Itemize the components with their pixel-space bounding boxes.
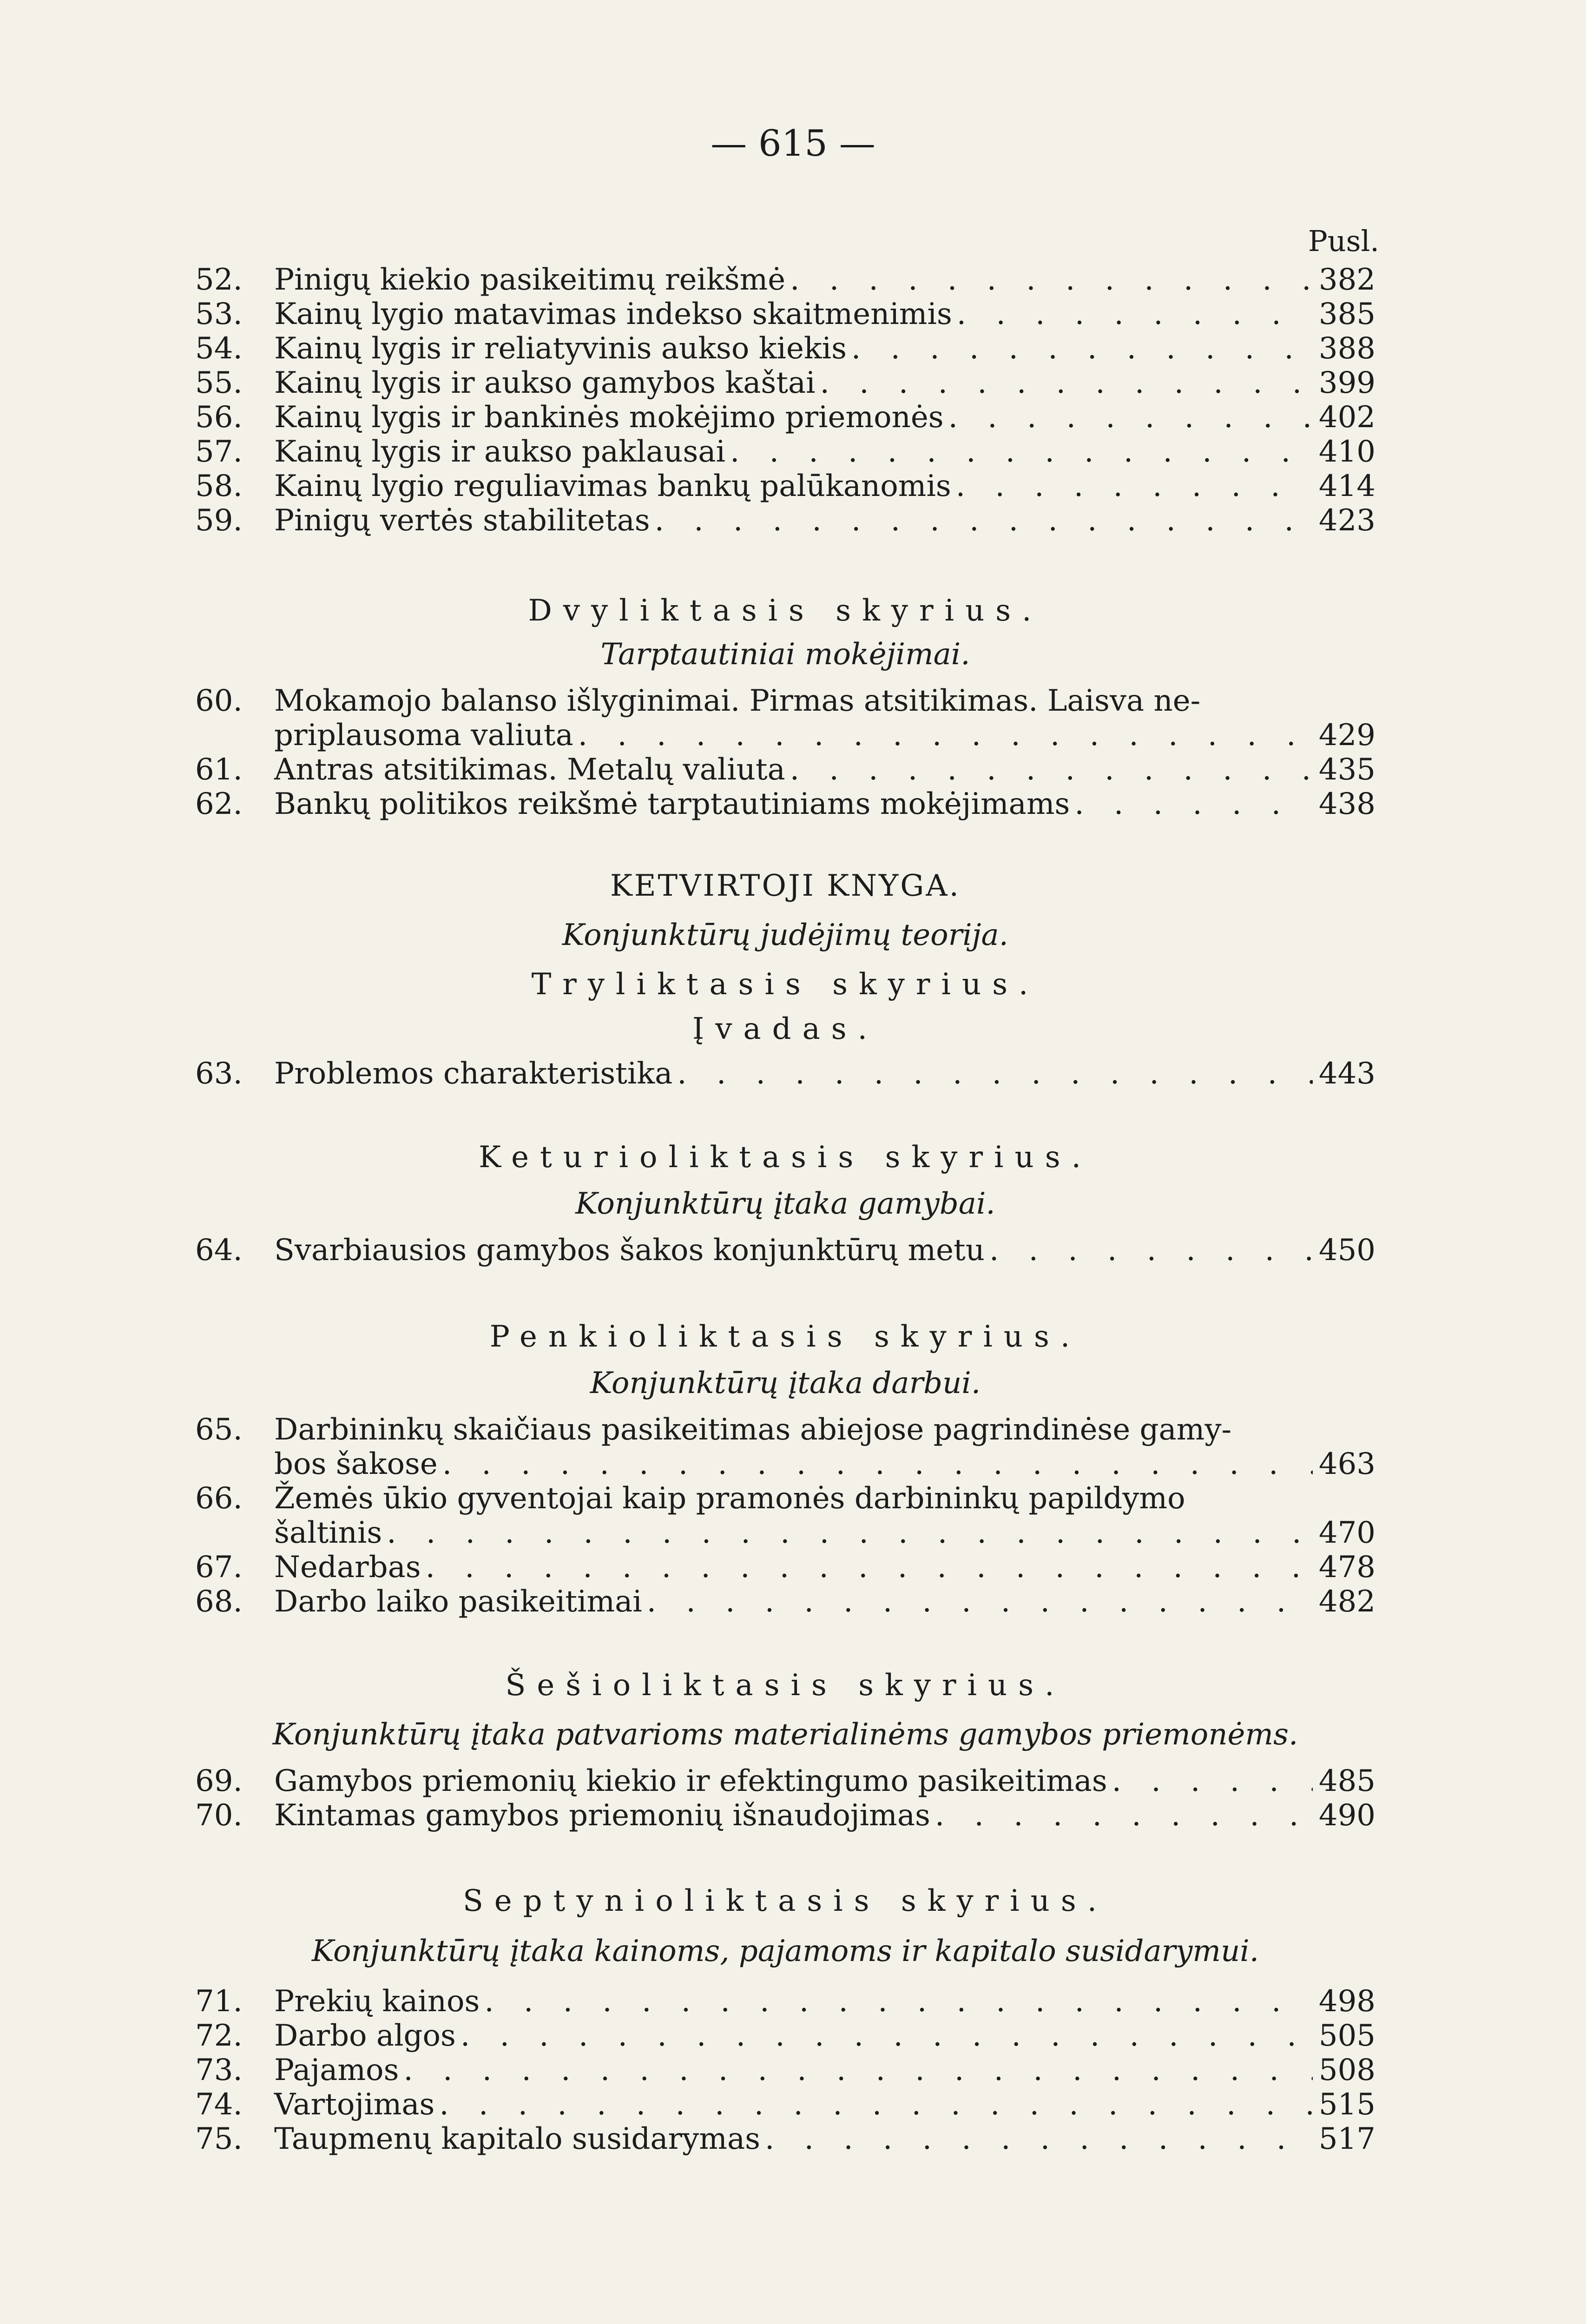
toc-group-69-70 — [195, 1764, 1375, 1833]
chapter-13-subheading: Įvadas. — [692, 1012, 878, 1046]
toc-entry-61: 61. Antras atsitikimas. Metalų valiuta . . . 435 — [195, 753, 1375, 787]
toc-entry-65: 65. Darbininkų skaičiaus pasikeitimas abiejose pagrindinėse gamy- bos šakose . . . 463 — [195, 1413, 1375, 1481]
toc-entry-66: 66. Žemės ūkio gyventojai kaip pramonės darbininkų papildymo šaltinis . . . 470 — [195, 1481, 1375, 1550]
chapter-16-heading: Šešioliktasis skyrius. — [505, 1668, 1066, 1703]
toc-entry-63: 63. Problemos charakteristika . . . 443 — [195, 1056, 1375, 1091]
toc-entry-56: 56. Kainų lygis ir bankinės mokėjimo priemonės . . . 402 — [195, 400, 1375, 435]
chapter-14-subtitle: Konjunktūrų įtaka gamybai. — [575, 1187, 995, 1221]
toc-group-52-59 — [195, 263, 1375, 538]
toc-entry-62: 62. Bankų politikos reikšmė tarptautiniams mokėjimams . . . 438 — [195, 787, 1375, 821]
book-4-heading: KETVIRTOJI KNYGA. — [610, 869, 961, 903]
chapter-14-heading: Keturioliktasis skyrius. — [479, 1140, 1092, 1175]
chapter-12-subtitle: Tarptautiniai mokėjimai. — [600, 637, 970, 672]
toc-entry-67: 67. Nedarbas . . . 478 — [195, 1550, 1375, 1585]
toc-entry-54: 54. Kainų lygis ir reliatyvinis aukso kiekis . . . 388 — [195, 331, 1375, 366]
toc-group-71-75 — [195, 1984, 1375, 2156]
chapter-13-heading: Tryliktasis skyrius. — [531, 967, 1040, 1002]
chapter-17-subtitle: Konjunktūrų įtaka kainoms, pajamoms ir kapitalo susidarymui. — [311, 1934, 1259, 1968]
toc-entry-60: 60. Mokamojo balanso išlyginimai. Pirmas atsitikimas. Laisva ne- priplausoma valiuta . . . 429 — [195, 684, 1375, 753]
toc-entry-73: 73. Pajamos . . . 508 — [195, 2053, 1375, 2087]
table-of-contents — [195, 263, 1375, 2156]
toc-entry-52: 52. Pinigų kiekio pasikeitimų reikšmė . . . 382 — [195, 263, 1375, 297]
book-4-subtitle: Konjunktūrų judėjimų teorija. — [562, 918, 1008, 952]
chapter-15-heading: Penkioliktasis skyrius. — [489, 1320, 1081, 1354]
toc-entry-58: 58. Kainų lygio reguliavimas bankų palūkanomis . . . 414 — [195, 469, 1375, 503]
chapter-17-heading: Septynioliktasis skyrius. — [462, 1884, 1108, 1918]
toc-entry-69: 69. Gamybos priemonių kiekio ir efektingumo pasikeitimas . . . 485 — [195, 1764, 1375, 1798]
toc-entry-74: 74. Vartojimas . . . 515 — [195, 2087, 1375, 2122]
page-number: — 615 — — [711, 123, 875, 165]
chapter-12-heading: Dvyliktasis skyrius. — [528, 594, 1043, 628]
toc-group-60-62 — [195, 684, 1375, 821]
toc-entry-55: 55. Kainų lygis ir aukso gamybos kaštai . . . 399 — [195, 366, 1375, 400]
toc-entry-72: 72. Darbo algos . . . 505 — [195, 2019, 1375, 2053]
toc-entry-59: 59. Pinigų vertės stabilitetas . . . 423 — [195, 503, 1375, 538]
toc-entry-75: 75. Taupmenų kapitalo susidarymas . . . 517 — [195, 2122, 1375, 2156]
toc-group-65-68 — [195, 1413, 1375, 1619]
chapter-16-subtitle: Konjunktūrų įtaka patvarioms materialinėms gamybos priemonėms. — [272, 1717, 1298, 1752]
toc-entry-68: 68. Darbo laiko pasikeitimai . . . 482 — [195, 1585, 1375, 1619]
toc-entry-71: 71. Prekių kainos . . . 498 — [195, 1984, 1375, 2019]
page-column-label: Pusl. — [1308, 224, 1379, 258]
toc-entry-64: 64. Svarbiausios gamybos šakos konjunktūrų metu . . . 450 — [195, 1233, 1375, 1268]
toc-entry-57: 57. Kainų lygis ir aukso paklausai . . . 410 — [195, 435, 1375, 469]
toc-entry-70: 70. Kintamas gamybos priemonių išnaudojimas . . . 490 — [195, 1798, 1375, 1833]
chapter-15-subtitle: Konjunktūrų įtaka darbui. — [590, 1366, 981, 1400]
toc-entry-53: 53. Kainų lygio matavimas indekso skaitmenimis . . . 385 — [195, 297, 1375, 331]
